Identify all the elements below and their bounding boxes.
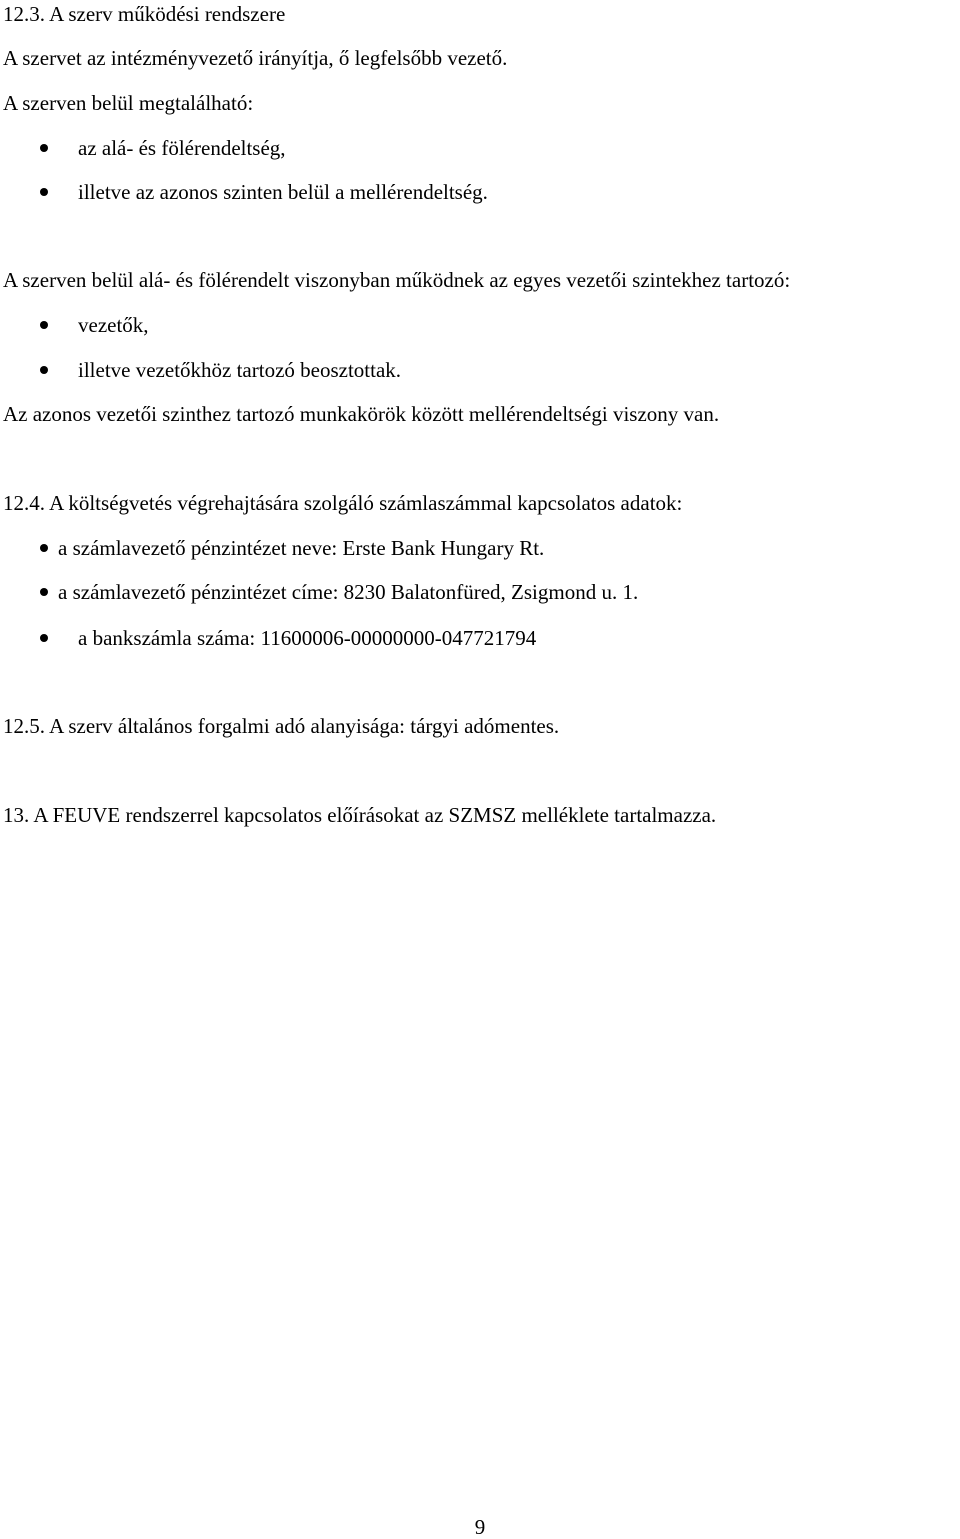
bullet-icon <box>40 321 48 329</box>
list-item: az alá- és fölérendeltség, <box>78 136 286 160</box>
bullet-icon <box>40 544 48 552</box>
bullet-icon <box>40 366 48 374</box>
page-number: 9 <box>474 1515 486 1539</box>
bullet-icon <box>40 188 48 196</box>
list-item: a bankszámla száma: 11600006-00000000-047721794 <box>78 626 537 650</box>
list-item: illetve az azonos szinten belül a mellérendeltség. <box>78 180 488 204</box>
section-12-3-heading: 12.3. A szerv működési rendszere <box>3 2 286 26</box>
section-12-5-heading: 12.5. A szerv általános forgalmi adó alanyisága: tárgyi adómentes. <box>3 714 560 738</box>
paragraph-contains-intro: A szerven belül megtalálható: <box>3 91 254 115</box>
bullet-icon <box>40 634 48 642</box>
list-item: vezetők, <box>78 313 149 337</box>
section-12-4-heading: 12.4. A költségvetés végrehajtására szolgáló számlaszámmal kapcsolatos adatok: <box>3 491 683 515</box>
paragraph-leader: A szervet az intézményvezető irányítja, ő legfelsőbb vezető. <box>3 46 508 70</box>
bullet-icon <box>40 144 48 152</box>
paragraph-hierarchy-intro: A szerven belül alá- és fölérendelt viszonyban működnek az egyes vezetői szintekhez tartozó: <box>3 268 791 292</box>
paragraph-coordination: Az azonos vezetői szinthez tartozó munkakörök között mellérendeltségi viszony van. <box>3 402 720 426</box>
section-13-heading: 13. A FEUVE rendszerrel kapcsolatos előírásokat az SZMSZ melléklete tartalmazza. <box>3 803 717 827</box>
list-item: a számlavezető pénzintézet címe: 8230 Balatonfüred, Zsigmond u. 1. <box>58 580 639 604</box>
list-item: illetve vezetőkhöz tartozó beosztottak. <box>78 358 402 382</box>
bullet-icon <box>40 588 48 596</box>
list-item: a számlavezető pénzintézet neve: Erste Bank Hungary Rt. <box>58 536 545 560</box>
